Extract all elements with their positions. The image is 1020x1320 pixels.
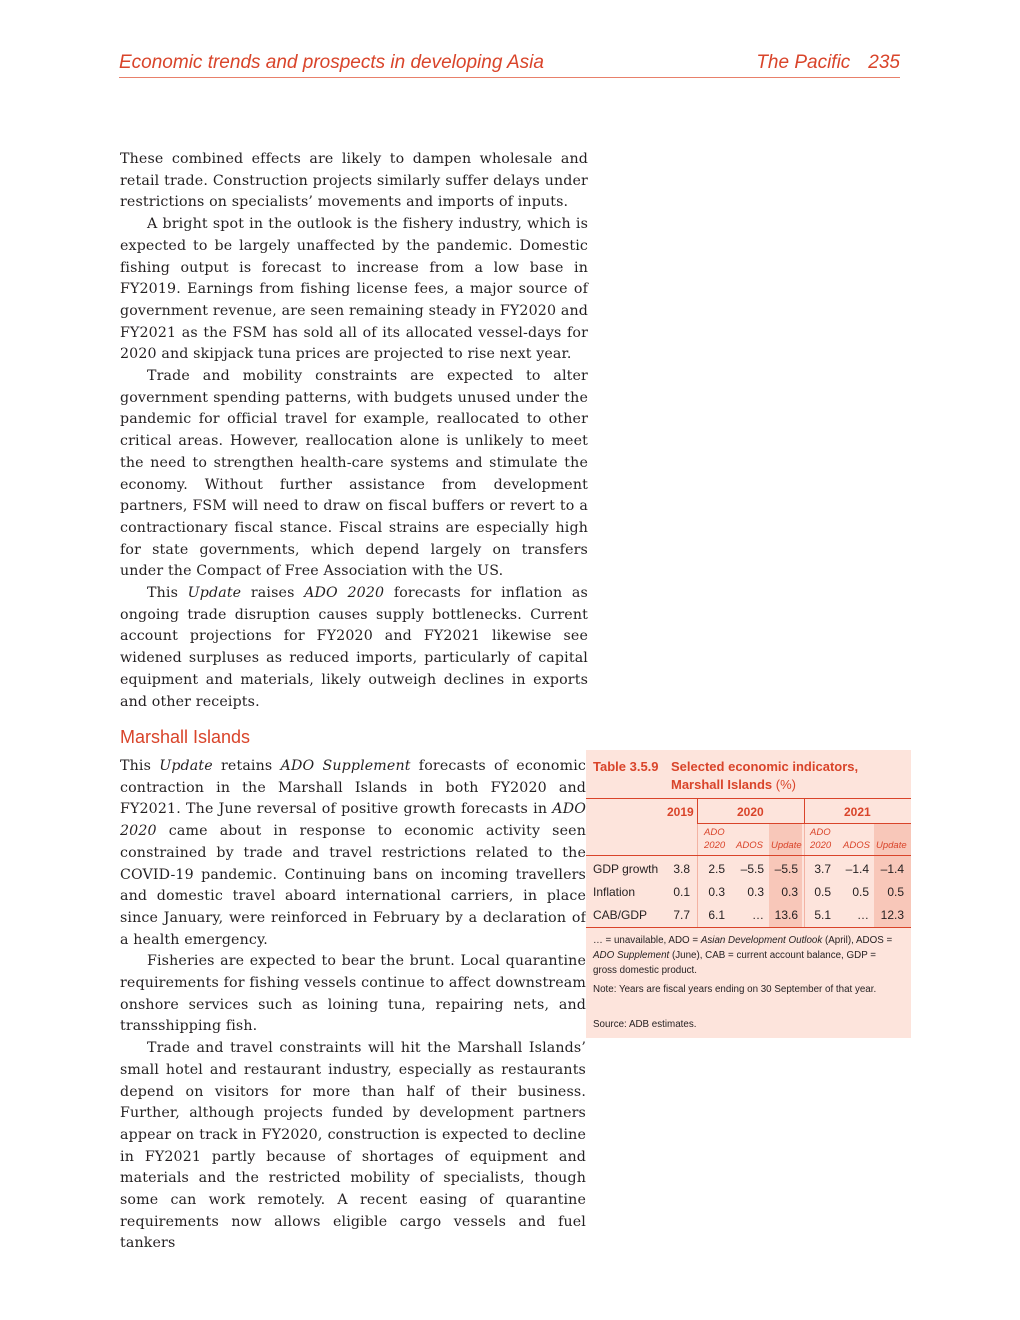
table-source: Source: ADB estimates. [593,1019,697,1030]
row-label-inflation: Inflation [593,885,636,899]
sub-header-ado: ADO 2020 [704,827,726,851]
table-cell: 0.3 [781,885,798,899]
paragraph: This Update retains ADO Supplement forecasts of economic contraction in the Marshall Islands in both FY2020 and FY2021. The June reversal of positive growth forecasts in ADO 2020 came about in response to economic activity seen constrained by trade and travel restrictions related to the COVID-19 pandemic. Continuing bans on incoming travellers and domestic travel aboard international carriers, in place since January, were reinforced in February by a declaration of a health emergency. [120,758,586,948]
row-label-cab-gdp: CAB/GDP [593,908,648,922]
sub-header-ados: ADOS [736,840,763,851]
header-right [756,52,900,74]
sub-header-update: Update [771,840,802,851]
header-section: The Pacific [756,52,851,73]
table-unit: (%) [775,777,796,792]
sub-header-update: Update [876,840,907,851]
table-rule [586,927,911,928]
paragraph: Fisheries are expected to bear the brunt. Local quarantine requirements for fishing vessels continue to affect downstream onshore services such as loining tuna, repairing nets, and transshipping fish. [120,953,586,1035]
paragraph: Trade and travel constraints will hit the Marshall Islands’ small hotel and restaurant industry, especially as restaurants depend on visitors for more than half of their business. Further, although projects funded by development partners appear on track in FY2020, construction is expected to decline in FY2021 partly because of shortages of equipment and materials and the restricted mobility of specialists, though some can work remotely. A recent easing of quarantine requirements now allows eligible cargo vessels and fuel tankers [120,1040,586,1252]
section-heading: Marshall Islands [120,727,251,747]
running-header [119,50,900,78]
table-cell: 13.6 [774,908,798,922]
table-abbreviations: … = unavailable, ADO = Asian Development Outlook (April), ADOS = ADO Supplement (June), CAB = current account balance, GDP = gross domestic product. [593,935,893,976]
paragraph: Trade and mobility constraints are expected to alter government spending patterns, with budgets unused under the pandemic for official travel for example, reallocated to other critical areas. However, reallocation alone is unlikely to meet the need to strengthen health-care systems and stimulate the economy. Without further assistance from development partners, FSM will need to draw on fiscal buffers or revert to a contractionary fiscal stance. Fiscal strains are especially high for state governments, which depend largely on transfers under the Compact of Free Association with the US. [120,368,588,580]
table-cell: –5.5 [774,862,798,876]
paragraph: A bright spot in the outlook is the fishery industry, which is expected to be largely unaffected by the pandemic. Domestic fishing output is forecast to increase from a low base in FY2019. Earnings from fishing license fees, a major source of government revenue, are seen remaining steady in FY2020 and FY2021 as the FSM has sold all of its allocated vessel-days for 2020 and skipjack tuna prices are projected to rise next year. [120,216,588,363]
table-cell: … [857,908,869,922]
table-cell: 0.5 [852,885,869,899]
year-header-2021: 2021 [844,805,871,819]
body-column-bottom [120,756,586,1255]
table-rule [586,855,911,856]
table-note: Note: Years are fiscal years ending on 30 September of that year. [593,984,877,995]
table-cell: 0.5 [814,885,831,899]
year-header-2019: 2019 [667,805,694,819]
table-cell: 12.3 [880,908,904,922]
body-column-top [120,149,588,713]
table-cell: 2.5 [708,862,725,876]
year-divider [804,799,805,823]
table-cell: … [752,908,764,922]
table-label: Table 3.5.9 [593,759,659,774]
sub-header-ados: ADOS [843,840,870,851]
table-cell: 7.7 [673,908,690,922]
table-cell: 3.8 [673,862,690,876]
page-number: 235 [868,52,900,73]
table-cell: 0.3 [708,885,725,899]
table-cell: –1.4 [880,862,904,876]
table-cell: 6.1 [708,908,725,922]
table-cell: 3.7 [814,862,831,876]
year-divider [697,799,698,823]
table-cell: –5.5 [740,862,764,876]
row-label-gdp-growth: GDP growth [593,862,659,876]
table-cell: 5.1 [814,908,831,922]
table-rule [586,798,911,799]
table-caption: Selected economic indicators, Marshall Islands [671,759,859,792]
paragraph: This Update raises ADO 2020 forecasts for inflation as ongoing trade disruption causes supply bottlenecks. Current account projections for FY2020 and FY2021 likewise see widened surpluses as reduced imports, particularly of capital equipment and materials, likely outweigh declines in exports and other receipts. [120,585,588,710]
table-cell: 0.1 [673,885,690,899]
header-book-title: Economic trends and prospects in developing Asia [119,52,544,73]
year-header-2020: 2020 [737,805,764,819]
table-box [586,750,911,1038]
table-cell: –1.4 [845,862,869,876]
paragraph: These combined effects are likely to dampen wholesale and retail trade. Construction projects similarly suffer delays under restrictions on specialists’ movements and imports of inputs. [120,151,588,211]
table-cell: 0.5 [887,885,904,899]
table-cell: 0.3 [747,885,764,899]
table-rule [697,823,911,824]
sub-header-ado: ADO 2020 [810,827,832,851]
